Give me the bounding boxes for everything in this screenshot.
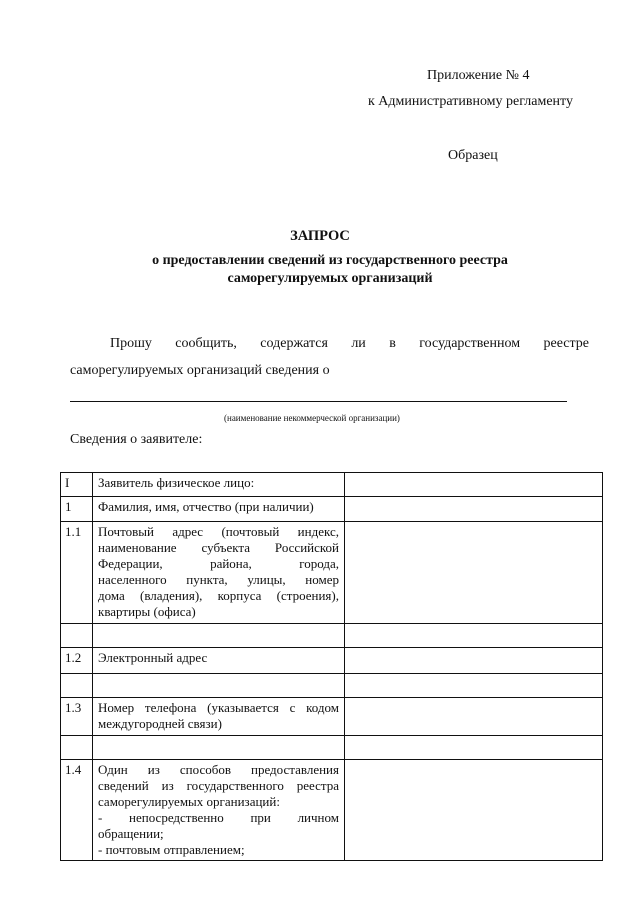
row-label-line: населенного пункта, улицы, номер: [98, 572, 339, 587]
row-label: [93, 760, 345, 861]
row-label-line: Почтовый адрес (почтовый индекс,: [98, 524, 339, 539]
row-value-cell[interactable]: [345, 624, 603, 648]
row-value-cell[interactable]: [345, 497, 603, 522]
request-word: в: [389, 336, 396, 351]
row-label-line: квартиры (офиса): [98, 604, 196, 619]
request-word: государственном: [419, 336, 521, 351]
table-row: [61, 736, 603, 760]
row-value-cell[interactable]: [345, 736, 603, 760]
row-value-cell[interactable]: [345, 698, 603, 736]
organization-name-caption: (наименование некоммерческой организации): [224, 413, 400, 423]
request-word: ли: [351, 336, 366, 351]
row-label-line: - непосредственно при личном: [98, 810, 339, 825]
table-row: [61, 624, 603, 648]
row-label: [93, 473, 345, 497]
row-value-cell[interactable]: [345, 674, 603, 698]
row-label-line: Номер телефона (указывается с кодом: [98, 700, 339, 715]
row-label-line: обращении;: [98, 826, 164, 841]
request-word: реестре: [543, 336, 589, 351]
row-label-line: Электронный адрес: [98, 650, 208, 665]
row-label: [93, 674, 345, 698]
request-text-line1: [110, 336, 589, 352]
row-label-line: - почтовым отправлением;: [98, 842, 245, 857]
appendix-label: Приложение № 4: [427, 68, 530, 83]
row-label: [93, 522, 345, 624]
row-label-line: Фамилия, имя, отчество (при наличии): [98, 499, 314, 514]
row-label-line: дома (владения), корпуса (строения),: [98, 588, 339, 603]
table-row: [61, 497, 603, 522]
row-value-cell[interactable]: [345, 522, 603, 624]
organization-name-blank[interactable]: [70, 401, 567, 402]
row-number: [61, 624, 93, 648]
document-subtitle-line1: о предоставлении сведений из государственного реестра: [152, 253, 508, 268]
row-label-line: наименование субъекта Российской: [98, 540, 339, 555]
row-number: [61, 736, 93, 760]
table-row: [61, 522, 603, 624]
sample-label: Образец: [448, 148, 498, 163]
row-label-line: Один из способов предоставления: [98, 762, 339, 777]
row-label: [93, 736, 345, 760]
request-word: содержатся: [260, 336, 328, 351]
regulation-label: к Административному регламенту: [368, 94, 573, 109]
request-word: сообщить,: [175, 336, 237, 351]
row-label: [93, 497, 345, 522]
row-label: [93, 648, 345, 674]
row-label-line: междугородней связи): [98, 716, 222, 731]
row-number: 1.1: [61, 522, 93, 624]
row-number: 1.2: [61, 648, 93, 674]
applicant-heading: Сведения о заявителе:: [70, 432, 203, 447]
row-label-line: саморегулируемых организаций:: [98, 794, 280, 809]
row-value-cell[interactable]: [345, 760, 603, 861]
document-title: ЗАПРОС: [290, 228, 350, 244]
row-label: [93, 698, 345, 736]
row-value-cell[interactable]: [345, 473, 603, 497]
row-value-cell[interactable]: [345, 648, 603, 674]
table-row: [61, 473, 603, 497]
row-label-line: Федерации, района, города,: [98, 556, 339, 571]
table-row: [61, 648, 603, 674]
row-number: [61, 674, 93, 698]
row-label-line: Заявитель физическое лицо:: [98, 475, 255, 490]
row-number: 1: [61, 497, 93, 522]
request-word: Прошу: [110, 336, 152, 351]
row-number: I: [61, 473, 93, 497]
row-number: 1.3: [61, 698, 93, 736]
table-row: [61, 760, 603, 861]
applicant-table: [60, 472, 603, 861]
table-row: [61, 698, 603, 736]
row-label: [93, 624, 345, 648]
document-subtitle-line2: саморегулируемых организаций: [227, 271, 433, 286]
table-row: [61, 674, 603, 698]
row-number: 1.4: [61, 760, 93, 861]
row-label-line: сведений из государственного реестра: [98, 778, 339, 793]
request-text-line2: саморегулируемых организаций сведения о: [70, 363, 330, 378]
